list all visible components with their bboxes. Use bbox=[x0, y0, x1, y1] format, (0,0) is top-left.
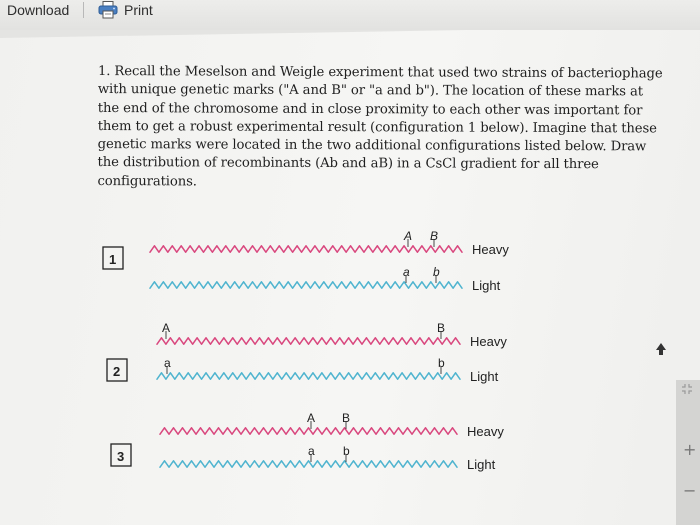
heavy-label: Heavy bbox=[472, 242, 509, 257]
heavy-mark-A: A bbox=[404, 229, 413, 243]
download-label: Download bbox=[7, 2, 70, 18]
print-label: Print bbox=[124, 2, 153, 18]
light-label: Light bbox=[472, 278, 501, 293]
heavy-mark-B: B bbox=[342, 411, 351, 425]
light-strand bbox=[157, 373, 460, 379]
heavy-label: Heavy bbox=[467, 424, 504, 439]
light-mark-b: b bbox=[438, 356, 445, 370]
heavy-mark-A: A bbox=[162, 321, 171, 335]
heavy-mark-A: A bbox=[307, 411, 316, 425]
light-mark-a: a bbox=[403, 265, 410, 279]
mouse-cursor-icon bbox=[656, 343, 666, 355]
question-text: 1. Recall the Meselson and Weigle experiment that used two strains of bacteriophage with unique genetic marks ("A and B" or "a and b"). The location of these marks at the end of the chromosome and in close proximity to each other was important for them to get a robust experimental result (configuration 1 below). Imagine that these genetic marks were located in the two additional configurations listed below. Draw the distribution of recombinants (Ab and aB) in a CsCl gradient for all three configurations. bbox=[97, 63, 663, 190]
heavy-strand bbox=[160, 428, 457, 434]
light-label: Light bbox=[467, 457, 496, 472]
light-label: Light bbox=[470, 369, 499, 384]
zoom-in-button[interactable]: + bbox=[683, 440, 697, 459]
heavy-strand bbox=[157, 338, 460, 344]
heavy-mark-B: B bbox=[437, 321, 446, 335]
light-mark-b: b bbox=[433, 265, 440, 279]
config-number: 1 bbox=[109, 252, 117, 267]
light-strand bbox=[160, 461, 457, 467]
heavy-label: Heavy bbox=[470, 334, 507, 349]
heavy-mark-B: B bbox=[430, 229, 439, 243]
light-mark-a: a bbox=[164, 356, 171, 370]
light-mark-a: a bbox=[308, 444, 315, 458]
light-mark-b: b bbox=[343, 444, 350, 458]
zoom-out-button[interactable]: − bbox=[683, 481, 697, 500]
config-number: 3 bbox=[117, 449, 125, 464]
heavy-strand bbox=[150, 246, 462, 252]
light-strand bbox=[150, 282, 462, 288]
config-number: 2 bbox=[113, 364, 121, 379]
fit-page-icon[interactable] bbox=[681, 383, 693, 398]
